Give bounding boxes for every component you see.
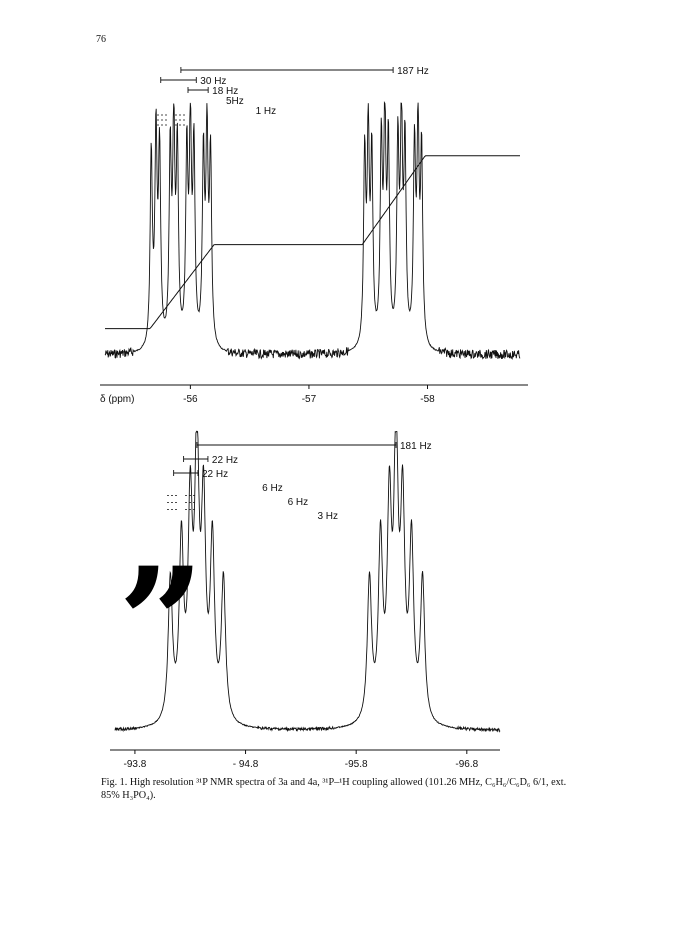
page-number: 76 <box>96 34 106 45</box>
coupling-label: 1 Hz <box>255 106 277 117</box>
coupling-label: 181 Hz <box>400 441 432 452</box>
nmr-spectrum-bottom <box>0 425 680 770</box>
quote-mark-decoration: ” <box>118 535 191 711</box>
spectrum-trace <box>105 103 520 359</box>
x-tick-label: - 94.8 <box>232 759 259 770</box>
coupling-label: 22 Hz <box>201 469 229 480</box>
coupling-label: 187 Hz <box>397 66 429 77</box>
coupling-label: 18 Hz <box>212 86 239 97</box>
coupling-label: 30 Hz <box>200 76 227 87</box>
coupling-label: 6 Hz <box>287 497 309 508</box>
coupling-label: 3 Hz <box>317 511 339 522</box>
coupling-label: 6 Hz <box>262 483 283 494</box>
coupling-label: 22 Hz <box>211 455 239 466</box>
x-tick-label: -95.8 <box>344 759 368 770</box>
x-tick-label: -57 <box>301 394 317 405</box>
x-axis-label: δ (ppm) <box>100 394 135 405</box>
x-tick-label: -56 <box>183 394 198 405</box>
x-tick-label: -58 <box>420 394 435 405</box>
x-tick-label: -96.8 <box>455 759 479 770</box>
figure-caption: Fig. 1. High resolution ³¹P NMR spectra of 3a and 4a, ³¹P–¹H coupling allowed (101.26 MHz, C₆H₆/C₆D₆ 6/1, ext. 85% H₃PO₄). <box>101 777 567 801</box>
coupling-label: 5Hz <box>225 96 244 107</box>
nmr-spectrum-top <box>0 55 680 415</box>
x-tick-label: -93.8 <box>123 759 147 770</box>
